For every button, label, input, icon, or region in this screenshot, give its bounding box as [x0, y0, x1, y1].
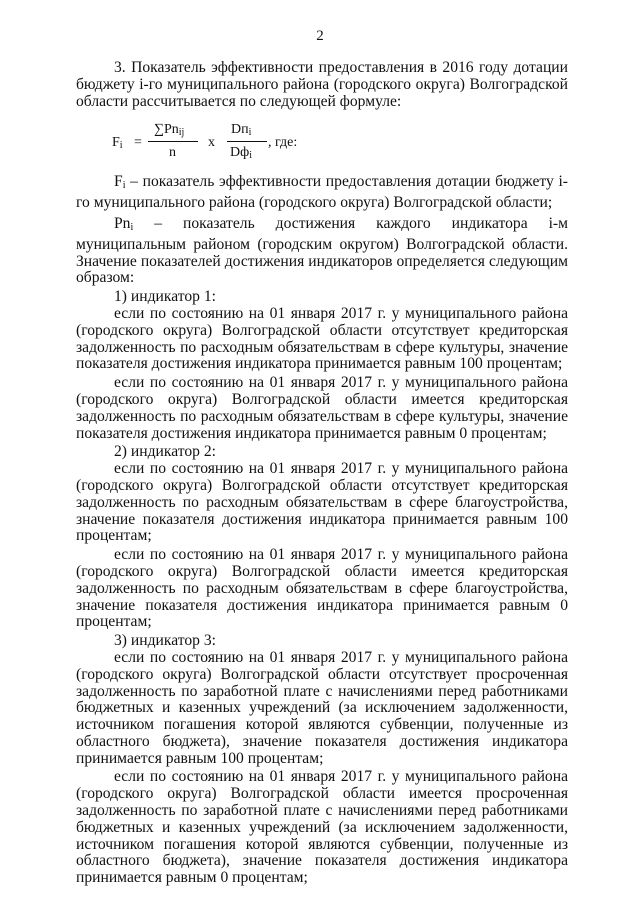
page-number: 2 — [316, 28, 324, 44]
fraction-line-2 — [227, 141, 267, 142]
indicator-3-title: 3) индикатор 3: — [114, 632, 216, 650]
formula-sum-denominator: n — [169, 145, 176, 161]
formula-ratio-numerator: $Dп_i$ — [231, 122, 252, 139]
formula-ratio-denominator: $Dф_i$ — [230, 145, 252, 162]
formula-lhs: $F_i$ — [112, 135, 123, 152]
document-body — [76, 60, 568, 887]
formula-trailing: , где: — [268, 135, 298, 151]
indicator-3-clause-1: если по состоянию на 01 января 2017 г. у муниципального района (городского округа) Волгоградской области отсутствует просроченная задолженность по заработной плате с начислениями перед работниками бюджетных и казенных учреждений (за исключением задолженности, источником погашения которой являются субвенции, полученные из областного бюджета), значение показателя достижения индикатора принимается равным 100 процентам; — [76, 648, 568, 767]
intro-paragraph: 3. Показатель эффективности предоставления в 2016 году дотации бюджету i-го муниципального района (городского округа) Волгоградской области рассчитывается по следующей формуле: — [76, 59, 568, 110]
indicator-1-clause-2: если по состоянию на 01 января 2017 г. у муниципального района (городского округа) Волгоградской области имеется кредиторская задолженность по расходным обязательствам в сфере культуры, значение показателя достижения индикатора принимается равным 0 процентам; — [76, 374, 568, 442]
definition-fi: $F_i$ – показатель эффективности предоставления дотации бюджету i-го муниципального района (городского округа) Волгоградской области; — [76, 173, 568, 212]
indicator-3-clause-2: если по состоянию на 01 января 2017 г. у муниципального района (городского округа) Волгоградской области имеется просроченная задолженность по заработной плате с начислениями перед работниками бюджетных и казенных учреждений (за исключением задолженности, источником погашения которой являются субвенции, полученные из областного бюджета), значение показателя достижения индикатора принимается равным 0 процентам; — [76, 768, 568, 887]
formula-times: x — [208, 135, 215, 151]
indicator-2-title: 2) индикатор 2: — [114, 443, 216, 461]
indicator-2-clause-2: если по состоянию на 01 января 2017 г. у муниципального района (городского округа) Волгоградской области имеется кредиторская задолженность по расходным обязательствам в сфере благоустройства, значение показателя достижения индикатора принимается равным 0 процентам; — [76, 546, 568, 631]
indicator-1-clause-1: если по состоянию на 01 января 2017 г. у муниципального района (городского округа) Волгоградской области отсутствует кредиторская задолженность по расходным обязательствам в сфере культуры, значение показателя достижения индикатора принимается равным 100 процентам; — [76, 304, 568, 373]
formula-sum-numerator: $\sum Pn_{ij}$ — [154, 122, 185, 139]
indicator-1-title: 1) индикатор 1: — [114, 288, 216, 306]
fraction-line-1 — [148, 141, 198, 142]
formula — [112, 122, 568, 168]
formula-equals: = — [134, 135, 142, 151]
indicator-2-clause-1: если по состоянию на 01 января 2017 г. у муниципального района (городского округа) Волгоградской области отсутствует кредиторская задолженность по расходным обязательствам в сфере благоустройства, значение показателя достижения индикатора принимается равным 100 процентам; — [76, 460, 568, 545]
definition-pni: $Pn_i$ – показатель достижения каждого индикатора i-м муниципальным районом (городским округом) Волгоградской области. Значение показателей достижения индикаторов определяется следующим образом: — [76, 214, 568, 287]
